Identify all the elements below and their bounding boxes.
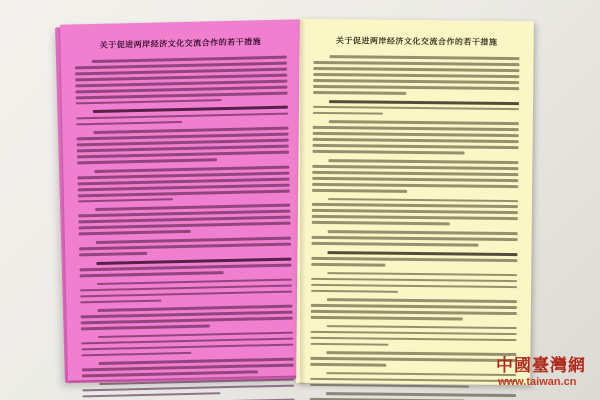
text-line [313, 67, 519, 72]
text-line [328, 198, 518, 203]
text-line [312, 183, 518, 188]
text-line [98, 331, 293, 338]
text-line [82, 392, 220, 398]
pink-document-body [75, 56, 296, 400]
text-paragraph [78, 204, 291, 235]
text-line [312, 165, 518, 170]
text-line [76, 99, 222, 105]
text-paragraph [81, 331, 293, 356]
text-line [79, 222, 291, 229]
text-line [327, 298, 517, 303]
text-line [78, 198, 173, 203]
text-paragraph [313, 55, 519, 96]
text-line [312, 209, 518, 214]
text-paragraph [80, 305, 292, 330]
text-paragraph [310, 372, 516, 389]
pink-document [60, 19, 308, 380]
text-line [312, 203, 518, 208]
text-paragraph [76, 127, 289, 164]
text-line [79, 230, 191, 235]
text-line [313, 85, 519, 90]
text-line [311, 331, 517, 336]
text-line [79, 252, 147, 256]
text-paragraph [310, 392, 516, 400]
text-line [310, 378, 516, 383]
text-line [310, 384, 469, 388]
text-line [81, 343, 293, 350]
text-paragraph [311, 298, 517, 321]
watermark-url: www.taiwan.cn [498, 376, 577, 388]
text-line [76, 112, 288, 119]
text-paragraph [75, 56, 288, 105]
text-line [82, 364, 294, 371]
text-line [310, 363, 386, 366]
text-line [311, 257, 517, 262]
text-paragraph [82, 378, 294, 397]
text-line [328, 272, 518, 277]
text-line [312, 221, 450, 225]
text-paragraph [312, 159, 518, 194]
text-line [313, 73, 519, 78]
text-line [81, 324, 210, 330]
text-line [77, 159, 217, 165]
text-paragraph [312, 197, 518, 226]
text-line [80, 290, 292, 297]
text-line [329, 121, 519, 126]
text-line [313, 112, 383, 115]
text-paragraph [311, 251, 517, 268]
text-paragraph [310, 325, 516, 348]
text-line [310, 357, 516, 362]
text-line [80, 299, 161, 303]
text-line [81, 351, 191, 356]
text-line [312, 236, 518, 241]
text-line [80, 264, 292, 271]
text-paragraph [313, 99, 519, 116]
text-line [76, 121, 182, 126]
text-line [313, 144, 519, 149]
text-paragraph [313, 120, 519, 155]
text-line [311, 316, 463, 320]
text-line [328, 230, 518, 235]
text-line [311, 277, 517, 282]
text-line [313, 150, 465, 154]
text-line [327, 351, 517, 356]
text-line [311, 310, 517, 315]
text-line [312, 177, 518, 182]
text-line [311, 289, 398, 292]
text-line [97, 278, 292, 285]
text-paragraph [82, 358, 294, 377]
text-line [330, 100, 520, 105]
yellow-document [296, 19, 534, 385]
text-paragraph [76, 106, 288, 126]
watermark [496, 357, 586, 388]
text-line [313, 91, 406, 95]
paper-fold-shadow [300, 20, 306, 384]
text-line [330, 55, 520, 60]
text-line [79, 243, 291, 250]
text-line [312, 242, 479, 246]
text-paragraph [310, 351, 516, 368]
text-line [80, 271, 224, 277]
text-line [312, 189, 407, 193]
text-line [313, 126, 519, 131]
text-line [327, 372, 517, 377]
pink-document-title: 关于促进两岸经济文化交流合作的若干措施 [99, 36, 262, 50]
text-line [310, 343, 388, 346]
text-line [311, 337, 517, 342]
text-line [81, 317, 293, 324]
yellow-document-title: 关于促进两岸经济文化交流合作的若干措施 [335, 35, 498, 47]
text-line [313, 61, 519, 66]
text-paragraph [79, 257, 291, 277]
text-line [313, 138, 519, 143]
text-line [76, 92, 288, 99]
text-line [326, 392, 516, 397]
text-line [311, 263, 385, 266]
text-line [313, 132, 519, 137]
text-line [311, 304, 517, 309]
text-line [328, 251, 518, 256]
text-paragraph [79, 237, 291, 256]
yellow-document-body [309, 55, 519, 400]
text-line [78, 190, 290, 197]
text-line [313, 79, 519, 84]
text-paragraph [312, 230, 518, 247]
watermark-logo-text: 中國臺灣網 [496, 356, 586, 376]
text-paragraph [77, 166, 290, 203]
text-line [313, 106, 519, 111]
text-line [327, 325, 517, 330]
text-paragraph [80, 278, 292, 303]
text-line [312, 215, 518, 220]
text-line [82, 371, 258, 378]
text-line [329, 159, 519, 164]
text-line [82, 384, 294, 391]
text-line [77, 151, 289, 158]
text-line [311, 283, 517, 288]
text-line [312, 171, 518, 176]
text-paragraph [311, 271, 517, 294]
